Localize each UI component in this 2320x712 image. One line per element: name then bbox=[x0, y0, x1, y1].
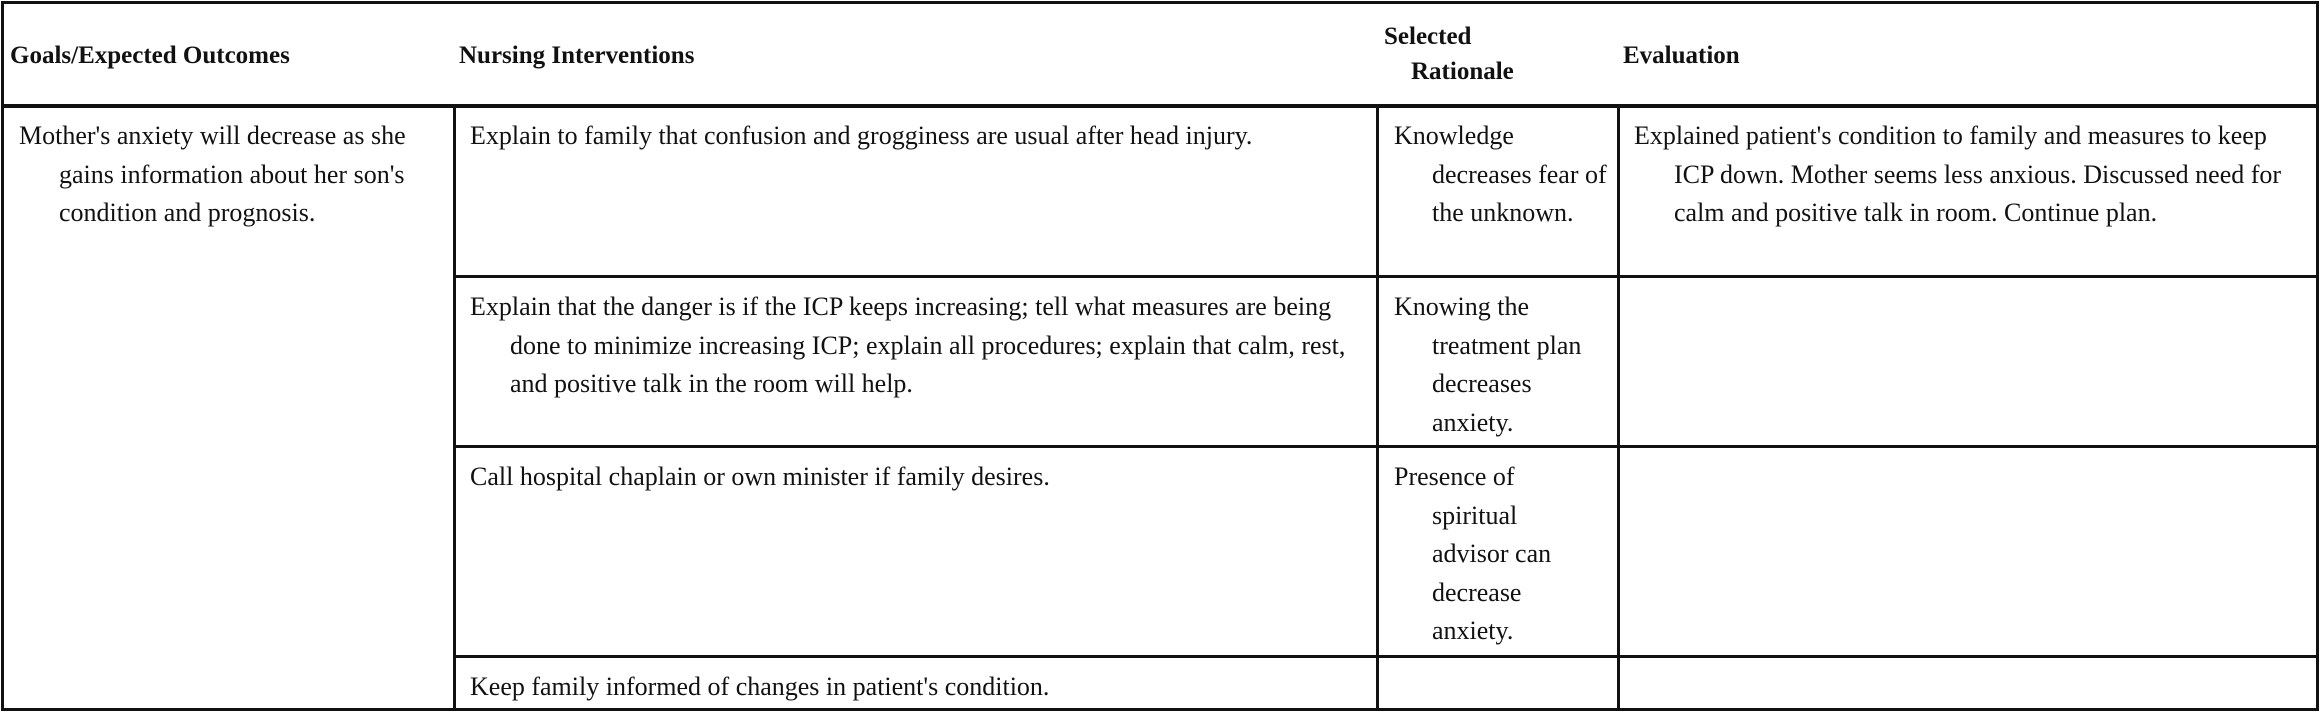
intervention-3: Call hospital chaplain or own minister if family desires. bbox=[470, 462, 1050, 491]
rationale-1: Knowledge decreases fear of the unknown. bbox=[1394, 121, 1607, 227]
row-divider bbox=[454, 275, 2316, 278]
intervention-1: Explain to family that confusion and grogginess are usual after head injury. bbox=[470, 121, 1253, 150]
header-evaluation: Evaluation bbox=[1623, 42, 1740, 69]
column-divider bbox=[1617, 106, 1620, 708]
intervention-4: Keep family informed of changes in patient's condition. bbox=[470, 672, 1050, 701]
header-rationale-line1: Selected bbox=[1384, 23, 1472, 50]
header-interventions: Nursing Interventions bbox=[459, 42, 695, 69]
header-rationale bbox=[1384, 19, 1514, 89]
goal-text: Mother's anxiety will decrease as she gains information about her son's condition and prognosis. bbox=[19, 121, 406, 227]
rationale-2: Knowing the treatment plan decreases anxiety. bbox=[1394, 292, 1582, 437]
row-divider bbox=[454, 655, 2316, 658]
column-divider bbox=[1376, 106, 1379, 708]
care-plan-table bbox=[1, 1, 2319, 711]
intervention-2: Explain that the danger is if the ICP keeps increasing; tell what measures are being done to minimize increasing ICP; explain all procedures; explain that calm, rest, and positive talk in the room will help. bbox=[470, 292, 1346, 398]
header-goals: Goals/Expected Outcomes bbox=[10, 42, 290, 69]
header-rationale-line2: Rationale bbox=[1411, 58, 1514, 85]
row-divider bbox=[454, 445, 2316, 448]
rationale-3: Presence of spiritual advisor can decrease anxiety. bbox=[1394, 462, 1552, 645]
header-divider bbox=[4, 104, 2316, 108]
evaluation-1: Explained patient's condition to family and measures to keep ICP down. Mother seems less anxious. Discussed need for calm and positive talk in room. Continue plan. bbox=[1634, 121, 2282, 227]
column-divider bbox=[453, 106, 456, 708]
